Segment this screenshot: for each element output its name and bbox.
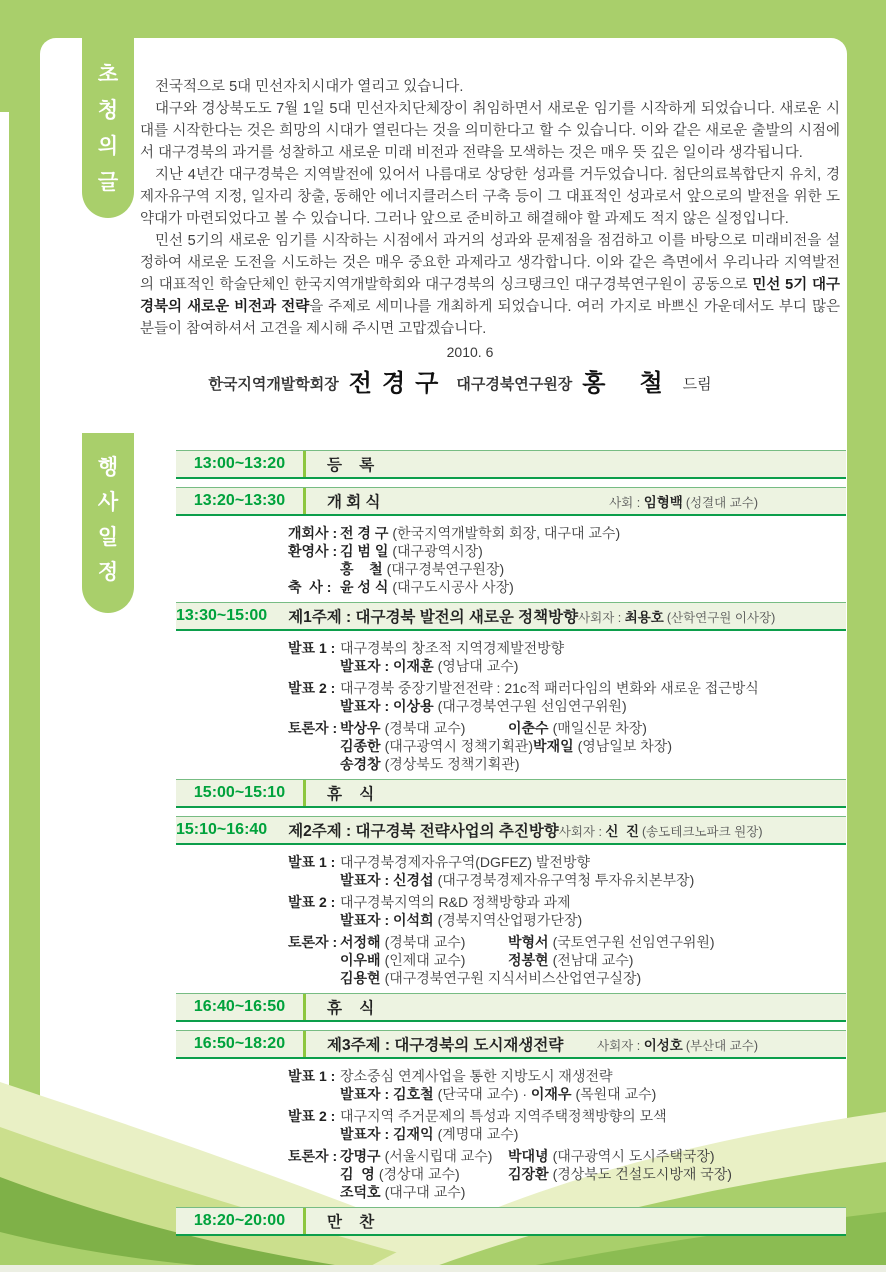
bottom-page-edge <box>0 1265 886 1272</box>
discussant-row: 이우배 (인제대 교수) 정봉현 (전남대 교수) <box>340 952 634 968</box>
invitation-paragraph: 대구와 경상북도도 7월 1일 5대 민선자치단체장이 취임하면서 새로운 임기를 시작하게 되었습니다. 새로운 시대를 시작한다는 것은 희망의 시대가 열린다는 것을 의미한다고 할 수 있습니다. 이와 같은 새로운 출발의 시점에서 대구경북의 과거를 성찰하고 새로운 미래 비전과 전략을 모색하는 것은 매우 뜻 깊은 일이라 생각됩니다. <box>140 101 840 161</box>
discussant-name: 박재일 <box>533 738 574 754</box>
presentation-2: 발표 2 : 대구경북 중장기발전전략 : 21c적 패러다임의 변화와 새로운 접근방식 발표자 : 이상용 (대구경북연구원 선임연구위원) <box>288 680 759 714</box>
presentation-topic: 대구경북 중장기발전전략 : 21c적 패러다임의 변화와 새로운 접근방식 <box>340 680 759 696</box>
schedule-tab-char: 정 <box>97 561 119 584</box>
chair-affiliation: (성결대 교수) <box>685 496 758 510</box>
row-separator <box>303 994 306 1020</box>
session-title: 만 찬 <box>327 1214 375 1231</box>
discussant-row: 조덕호 (대구대 교수) <box>340 1184 466 1200</box>
discussant-name: 김용현 <box>340 970 381 986</box>
chair-name: 신 진 <box>605 824 640 839</box>
discussant-name: 이우배 <box>340 952 381 968</box>
presenter-joiner: · <box>518 1086 531 1102</box>
session-chair: 사회자 : 이성호 (부산대 교수) <box>597 1038 758 1053</box>
session-title: 제3주제 : 대구경북의 도시재생전략 <box>327 1037 564 1054</box>
invitation-text <box>140 76 840 340</box>
schedule-row-opening <box>176 487 846 516</box>
discussant-name: 김종한 <box>340 738 381 754</box>
session-chair: 사회자 : 신 진 (송도테크노파크 원장) <box>558 824 763 839</box>
speech-line: 환영사 : 김 범 일 (대구광역시장) <box>288 543 483 559</box>
schedule-row-break-2 <box>176 993 846 1022</box>
signature-line <box>110 363 810 398</box>
schedule-tab-char: 일 <box>97 526 119 549</box>
chair-affiliation: (부산대 교수) <box>685 1039 758 1053</box>
session-title: 휴 식 <box>327 786 375 803</box>
discussant-row: 송경창 (경상북도 정책기획관) <box>340 756 520 772</box>
presentation-1: 발표 1 : 대구경북의 창조적 지역경제발전방향 발표자 : 이재훈 (영남대 교수) <box>288 640 565 674</box>
row-separator <box>303 451 306 477</box>
discussant-name: 이춘수 <box>508 720 549 736</box>
presenter-affiliation: (계명대 교수) <box>437 1126 519 1142</box>
session-title: 제1주제 : 대구경북 발전의 새로운 정책방향 <box>288 609 579 626</box>
chair-name: 임형백 <box>643 495 683 510</box>
presentation-topic: 대구경북의 창조적 지역경제발전방향 <box>340 640 565 656</box>
left-page-margin <box>0 112 9 1142</box>
speaker-name: 홍 철 <box>340 561 383 577</box>
discussant-name: 박상우 <box>340 720 381 736</box>
session-title: 제2주제 : 대구경북 전략사업의 추진방향 <box>288 823 559 840</box>
letter-date: 2010. 6 <box>446 344 494 360</box>
discussants: 토론자 : 서정해 (경북대 교수) 박형서 (국토연구원 선임연구위원) 이우배 (인제대 교수) 정봉현 (전남대 교수) 김용현 (대구경북연구원 지식서비스산업연구실장) <box>288 933 846 987</box>
discussant-name: 송경창 <box>340 756 381 772</box>
schedule-row-session-3 <box>176 1030 846 1059</box>
speech-line: 개회사 : 전 경 구 (한국지역개발학회 회장, 대구대 교수) <box>288 525 621 541</box>
speaker-affiliation: (대구광역시장) <box>392 543 483 559</box>
session-time: 13:30~15:00 <box>176 607 268 624</box>
discussant-row: 박상우 (경북대 교수) 이춘수 (매일신문 차장) <box>340 720 647 736</box>
session-time: 18:20~20:00 <box>193 1212 286 1229</box>
discussant-name: 김장환 <box>508 1166 549 1182</box>
presenter-name: 김재익 <box>393 1126 434 1142</box>
schedule-tab-char: 행 <box>97 456 119 479</box>
presenter-name: 이석희 <box>393 912 434 928</box>
discussant-name: 정봉현 <box>508 952 549 968</box>
presentation-2: 발표 2 : 대구경북지역의 R&D 정책방향과 과제 발표자 : 이석희 (경북지역산업평가단장) <box>288 894 583 928</box>
presenter-affiliation: (목원대 교수) <box>575 1086 657 1102</box>
invitation-tab-char: 의 <box>97 135 119 158</box>
chair-name: 이성호 <box>643 1038 683 1053</box>
seminar-title-emphasis: 민선 5기 대구경북의 새로운 비전과 전략 <box>140 277 840 315</box>
signature-org: 대구경북연구원장 <box>456 376 573 393</box>
presenter-affiliation: (경북지역산업평가단장) <box>437 912 583 928</box>
session-1-details <box>176 631 846 779</box>
chair-affiliation: (산학연구원 이사장) <box>666 611 776 625</box>
presentation-1: 발표 1 : 대구경북경제자유구역(DGFEZ) 발전방향 발표자 : 신경섭 (대구경북경제자유구역청 투자유치본부장) <box>288 854 695 888</box>
schedule-tab-char: 사 <box>97 491 119 514</box>
invitation-paragraph: 전국적으로 5대 민선자치시대가 열리고 있습니다. <box>155 79 464 95</box>
invitation-paragraph: 민선 5기의 새로운 임기를 시작하는 시점에서 과거의 성과와 문제점을 점검하고 이를 바탕으로 미래비전을 설정하여 새로운 도전을 시도하는 것은 매우 중요한 과제라고 생각합니다. 이와 같은 측면에서 우리나라 지역발전의 대표적인 학술단체인 한국지역개발학회와 대구경북의 싱크탱크인 대구경북연구원이 공동으로 민선 5기 대구경북의 새로운 비전과 전략을 주제로 세미나를 개최하게 되었습니다. 여러 가지로 바쁘신 가운데서도 부디 많은 분들이 참여하셔서 고견을 제시해 주시면 고맙겠습니다. <box>140 233 840 337</box>
session-time: 15:10~16:40 <box>176 821 268 838</box>
discussant-name: 서정해 <box>340 934 381 950</box>
row-separator <box>303 1031 306 1057</box>
signature-org: 한국지역개발학회장 <box>208 376 339 393</box>
discussant-name: 강명구 <box>340 1148 381 1164</box>
session-time: 15:00~15:10 <box>193 784 286 801</box>
discussant-row: 김 영 (경상대 교수) 김장환 (경상북도 건설도시방재 국장) <box>340 1166 732 1182</box>
invitation-tab-char: 청 <box>97 99 119 122</box>
discussant-name: 박형서 <box>508 934 549 950</box>
schedule-row-break-1 <box>176 779 846 808</box>
invitation-paragraph: 지난 4년간 대구경북은 지역발전에 있어서 나름대로 상당한 성과를 거두었습니다. 첨단의료복합단지 유치, 경제자유구역 지정, 일자리 창출, 동해안 에너지클러스터 구축 등이 그 대표적인 성과로서 앞으로의 발전을 위한 도약대가 마련되었다고 볼 수 있습니다. 그러나 앞으로 준비하고 해결해야 할 과제도 적지 않은 실정입니다. <box>140 167 840 227</box>
session-title: 개 회 식 <box>327 494 381 511</box>
schedule-row-session-2 <box>176 816 846 845</box>
speaker-name: 전 경 구 <box>340 525 389 541</box>
event-schedule <box>176 450 846 1236</box>
speech-line <box>288 560 846 578</box>
session-chair: 사회 : 임형백 (성결대 교수) <box>609 495 758 510</box>
presentation-topic: 장소중심 연계사업을 통한 지방도시 재생전략 <box>340 1068 613 1084</box>
opening-details <box>176 516 846 602</box>
presenter-name: 이재훈 <box>393 658 434 674</box>
discussant-name: 박대녕 <box>508 1148 549 1164</box>
invitation-tab <box>82 38 134 218</box>
chair-name: 최용호 <box>624 610 664 625</box>
speaker-affiliation: (대구도시공사 사장) <box>392 579 514 595</box>
presenter-name: 이상용 <box>393 698 434 714</box>
presenter-affiliation: (대구경북연구원 선임연구위원) <box>437 698 627 714</box>
session-title: 휴 식 <box>327 1000 375 1017</box>
presenter-affiliation: (대구경북경제자유구역청 투자유치본부장) <box>437 872 695 888</box>
session-time: 16:40~16:50 <box>193 998 286 1015</box>
presenter-name: 이재우 <box>530 1086 572 1102</box>
discussant-row: 김종한 (대구광역시 정책기획관)박재일 (영남일보 차장) <box>340 738 672 754</box>
discussant-row: 서정해 (경북대 교수) 박형서 (국토연구원 선임연구위원) <box>340 934 715 950</box>
session-3-details <box>176 1059 846 1207</box>
schedule-row-dinner <box>176 1207 846 1236</box>
invitation-tab-char: 글 <box>97 171 119 194</box>
session-time: 16:50~18:20 <box>193 1035 286 1052</box>
presenter-affiliation: (단국대 교수) <box>437 1086 519 1102</box>
schedule-tab <box>82 433 134 613</box>
session-time: 13:20~13:30 <box>193 492 286 509</box>
presentation-2: 발표 2 : 대구지역 주거문제의 특성과 지역주택정책방향의 모색 발표자 : 김재익 (계명대 교수) <box>288 1108 667 1142</box>
speaker-affiliation: (대구경북연구원장) <box>386 561 505 577</box>
row-separator <box>303 1208 306 1234</box>
discussant-name: 김 영 <box>340 1166 375 1182</box>
schedule-row-session-1 <box>176 602 846 631</box>
presentation-topic: 대구경북경제자유구역(DGFEZ) 발전방향 <box>340 854 590 870</box>
presentation-topic: 대구경북지역의 R&D 정책방향과 과제 <box>340 894 571 910</box>
presenter-name: 신경섭 <box>393 872 434 888</box>
speaker-affiliation: (한국지역개발학회 회장, 대구대 교수) <box>392 525 621 541</box>
presenter-name: 김호철 <box>393 1086 434 1102</box>
discussants: 토론자 : 강명구 (서울시립대 교수) 박대녕 (대구광역시 도시주택국장) 김 영 (경상대 교수) 김장환 (경상북도 건설도시방재 국장) 조덕호 (대구대 교수) <box>288 1147 846 1201</box>
chair-affiliation: (송도테크노파크 원장) <box>642 825 763 839</box>
session-title: 등 록 <box>327 457 375 474</box>
presentation-1: 발표 1 : 장소중심 연계사업을 통한 지방도시 재생전략 발표자 : 김호철 (단국대 교수) · 이재우 (목원대 교수) <box>288 1068 657 1102</box>
signature-suffix: 드림 <box>682 376 712 393</box>
signature-name: 전 경 구 <box>348 371 441 397</box>
speaker-name: 김 범 일 <box>340 543 389 559</box>
discussant-row: 김용현 (대구경북연구원 지식서비스산업연구실장) <box>340 970 642 986</box>
discussant-row: 강명구 (서울시립대 교수) 박대녕 (대구광역시 도시주택국장) <box>340 1148 715 1164</box>
discussant-name: 조덕호 <box>340 1184 381 1200</box>
speaker-name: 윤 성 식 <box>340 579 389 595</box>
session-time: 13:00~13:20 <box>193 455 286 472</box>
signature-name: 홍 철 <box>582 371 665 397</box>
schedule-row-registration <box>176 450 846 479</box>
speech-line: 축 사 : 윤 성 식 (대구도시공사 사장) <box>288 579 514 595</box>
discussants: 토론자 : 박상우 (경북대 교수) 이춘수 (매일신문 차장) 김종한 (대구광역시 정책기획관)박재일 (영남일보 차장) 송경창 (경상북도 정책기획관) <box>288 719 846 773</box>
row-separator <box>303 780 306 806</box>
row-separator <box>303 488 306 514</box>
session-chair: 사회자 : 최용호 (산학연구원 이사장) <box>578 610 776 625</box>
presenter-affiliation: (영남대 교수) <box>437 658 519 674</box>
session-2-details <box>176 845 846 993</box>
presentation-topic: 대구지역 주거문제의 특성과 지역주택정책방향의 모색 <box>340 1108 667 1124</box>
invitation-tab-char: 초 <box>97 63 119 86</box>
